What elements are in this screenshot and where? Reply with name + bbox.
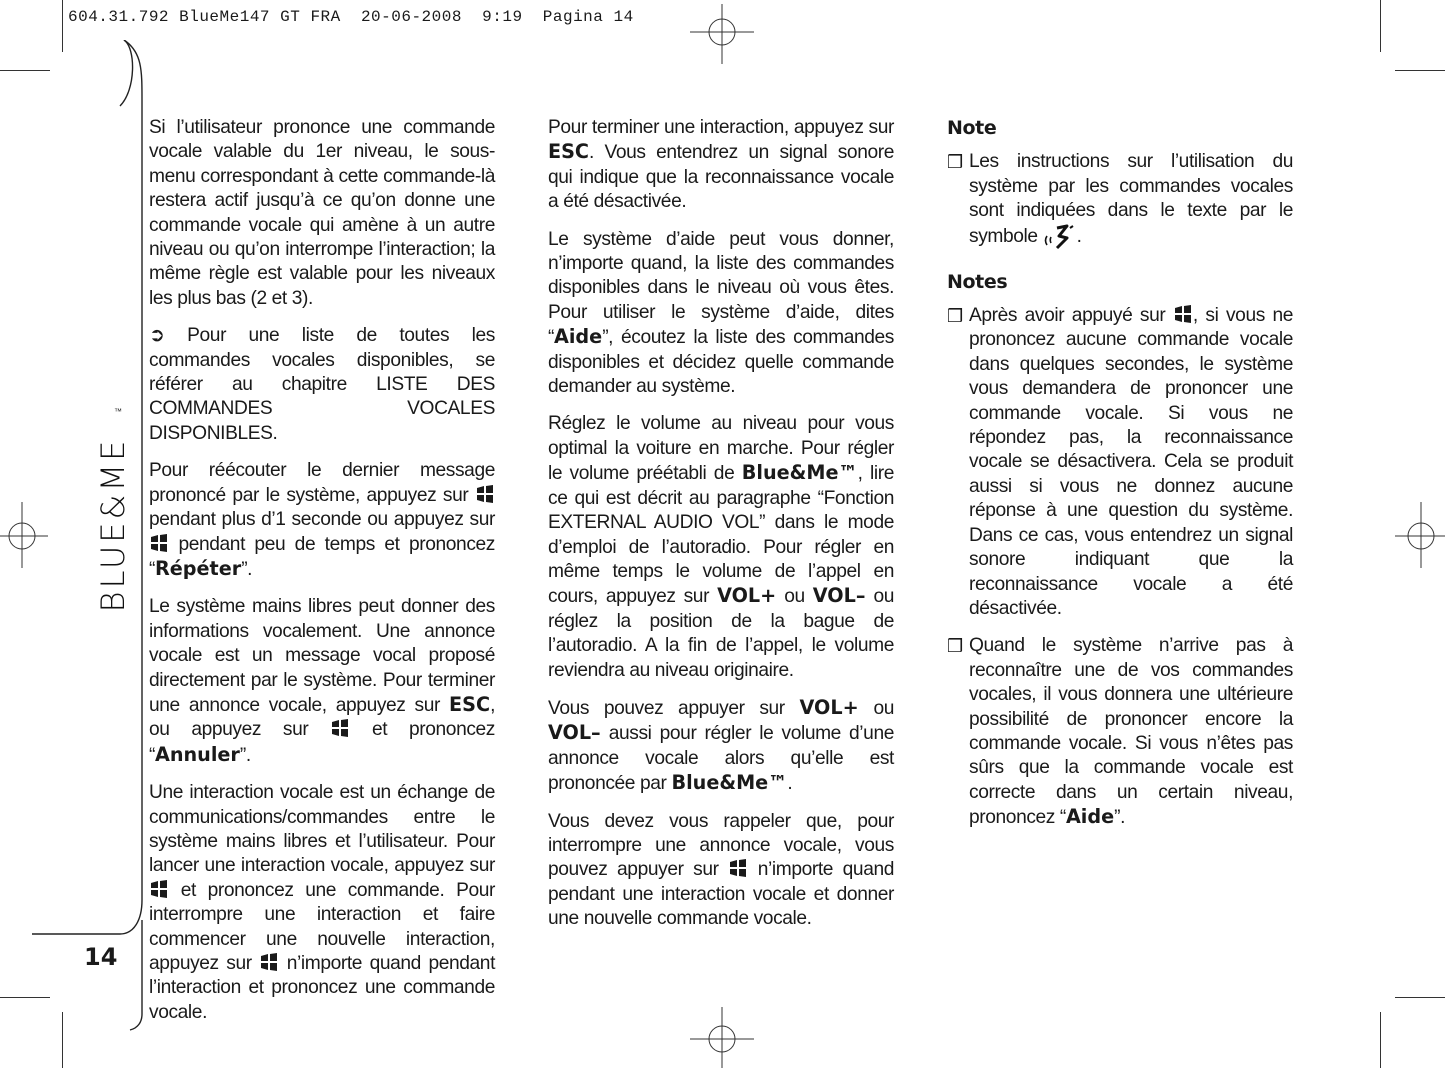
paragraph: Réglez le volume au niveau pour vous optimal la voiture en marche. Pour régler le volume préétabli de Blue&Me™, lire ce qui est décrit au paragraphe “Fonction EXTERNAL AUDIO VOL” dans le mode d’emploi de l’autoradio. Pour régler en même temps le volume de l’appel en cours, appuyez sur VOL+ ou VOL– ou réglez la position de la bague de l’autoradio. A la fin de l’appel, le volume reviendra au niveau originaire. bbox=[548, 413, 895, 681]
registration-mark-bottom bbox=[690, 1005, 754, 1068]
paragraph: Pour réécouter le dernier message prononcé par le système, appuyez sur pendant plus d’1 seconde ou appuyez sur pendant peu de temps et prononcez “Répéter”. bbox=[149, 460, 495, 580]
registration-mark-right bbox=[1395, 500, 1445, 570]
registration-mark-top bbox=[690, 2, 754, 66]
steering-voice-button-icon bbox=[149, 880, 169, 898]
paragraph: Si l’utilisateur prononce une commande vocale valable du 1er niveau, le sous-menu correspondant à cette commande-là restera actif jusqu’à ce qu’on donne une commande vocale qui amène à un autre niveau ou qu’on interrompe l’interaction; la même règle est valable pour les niveaux les plus bas (2 et 3). bbox=[149, 117, 495, 309]
note-item: ❒ Les instructions sur l’utilisation du système par les commandes vocales sont indiquées dans le texte par le symbole . bbox=[947, 150, 1293, 249]
page-number: 14 bbox=[84, 943, 118, 971]
paragraph: Pour terminer une interaction, appuyez sur ESC. Vous entendrez un signal sonore qui indique que la reconnaissance vocale a été désactivée. bbox=[548, 117, 894, 213]
column-left bbox=[149, 116, 495, 1038]
steering-voice-button-icon bbox=[149, 534, 169, 552]
note-item: ❒ Après avoir appuyé sur , si vous ne prononcez aucune commande vocale dans quelques secondes, le système vous demandera de prononcer une commande vocale. Si vous ne répondez pas, la reconnaissance vocale se désactivera. Cela se produit aussi si vous ne donnez aucune réponse à une question du système. Dans ce cas, vous entendrez un signal sonore indiquant que la reconnaissance vocale a été désactivée. bbox=[947, 304, 1293, 621]
steering-voice-button-icon bbox=[259, 953, 279, 971]
column-right bbox=[947, 116, 1293, 844]
checkbox-bullet-icon: ❒ bbox=[947, 636, 963, 657]
steering-voice-button-icon bbox=[1173, 305, 1193, 323]
paragraph: Le système d’aide peut vous donner, n’importe quand, la liste des commandes disponibles dans le niveau où vous êtes. Pour utiliser le système d’aide, dites “Aide”, écoutez la liste des commandes disponibles et décidez quelle commande demander au système. bbox=[548, 228, 894, 398]
paragraph: Le système mains libres peut donner des informations vocalement. Une annonce vocale est un message vocal proposé directement par le système. Pour terminer une annonce vocale, appuyez sur ESC, ou appuyez sur et prononcez “Annuler”. bbox=[149, 596, 495, 766]
paragraph: Vous devez vous rappeler que, pour interrompre une annonce vocale, vous pouvez appuyer sur n’importe quand pendant une interaction vocale et donner une nouvelle commande vocale. bbox=[548, 810, 895, 930]
note-item: ❒ Quand le système n’arrive pas à reconnaître une de vos commandes vocales, il vous donnera une ultérieure possibilité de prononcer encore la commande vocale. Si vous n’êtes pas sûrs que la commande vocale est correcte dans un certain niveau, prononcez “Aide”. bbox=[947, 634, 1293, 830]
crop-mark bbox=[1395, 997, 1445, 998]
crop-mark bbox=[1380, 1012, 1381, 1068]
column-middle bbox=[548, 116, 894, 945]
crop-mark bbox=[1395, 70, 1445, 71]
checkbox-bullet-icon: ❒ bbox=[947, 152, 963, 173]
steering-voice-button-icon bbox=[475, 485, 495, 503]
print-slug: 604.31.792 BlueMe147 GT FRA 20-06-2008 9:19 Pagina 14 bbox=[68, 8, 634, 26]
notes-heading: Notes bbox=[947, 270, 1008, 293]
steering-voice-button-icon bbox=[728, 859, 748, 877]
paragraph: Une interaction vocale est un échange de communications/commandes entre le système mains libres et l’utilisateur. Pour lancer une interaction vocale, appuyez sur et prononcez une commande. Pour interrompre une interaction et faire commencer une nouvelle interaction, appuyez sur n’importe quand pendant l’interaction et prononcez une commande vocale. bbox=[149, 782, 495, 1023]
note-heading: Note bbox=[947, 117, 997, 139]
crop-mark bbox=[1380, 0, 1381, 52]
checkbox-bullet-icon: ❒ bbox=[947, 306, 963, 327]
paragraph: Vous pouvez appuyer sur VOL+ ou VOL– aussi pour régler le volume d’une annonce vocale alors qu’elle est prononcée par Blue&Me™. bbox=[548, 695, 894, 795]
blue-and-me-logo: BLUE&ME ™ bbox=[94, 407, 132, 613]
paragraph-reference: ➲ Pour une liste de toutes les commandes vocales disponibles, se référer au chapitre LISTE DES COMMANDES VOCALES DISPONIBLES. bbox=[149, 325, 495, 444]
voice-command-symbol-icon bbox=[1043, 224, 1077, 250]
steering-voice-button-icon bbox=[330, 719, 350, 737]
